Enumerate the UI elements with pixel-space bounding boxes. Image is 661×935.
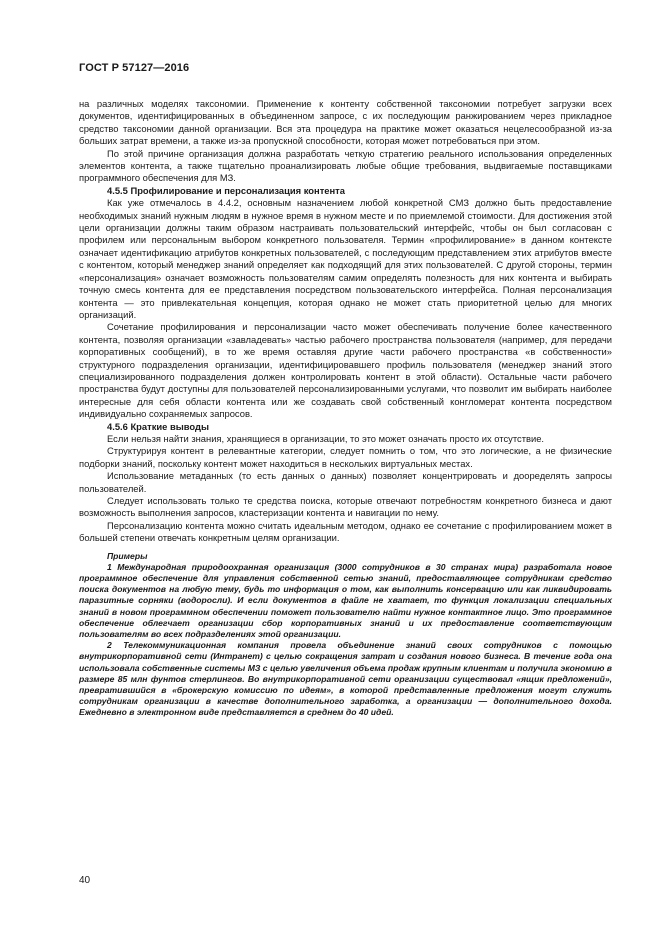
- example-item: 1 Международная природоохранная организация (3000 сотрудников в 30 странах мира) разработала новое программное обеспечение для управления собственной сетью знаний, предоставляющее сотрудникам средство поиска документов на любую тему, будь то информация о том, как выполнить консервацию или как ликвидировать паразитные сорняки (водоросли). И если документов в файле не хватает, то функция локализации специальных знаний в новом программном обеспечении поможет пользователю найти нужное контактное лицо. Это программное обеспечение облегчает организации сбор корпоративных знаний и их предоставление соответствующим пользователям во всех подразделениях этой организации.: [79, 561, 612, 640]
- paragraph: Как уже отмечалось в 4.4.2, основным назначением любой конкретной СМЗ должно быть предоставление необходимых знаний нужным людям в нужное время в нужном месте и по приемлемой стоимости. Для достижения этой цели организации должны таким образом настраивать пользовательский интерфейс, чтобы он был согласован с профилем или персональным выбором конкретного пользователя. Термин «профилирование» в данном контексте означает идентификацию атрибутов конкретных пользователей, с последующим представлением этих атрибутов вместе с контентом, который менеджер знаний определяет как подходящий для этих пользователей. С другой стороны, термин «персонализация» означает возможность пользователям самим определять полезность для них контента и выбирать точную смесь контента для ее представления посредством пользовательского интерфейса. Полная персонализация контента — это привлекательная концепция, которая однако не может стать приоритетной целью для многих организаций.: [79, 197, 612, 320]
- example-item: 2 Телекоммуникационная компания провела объединение знаний своих сотрудников с помощью внутрикорпоративной сети (Интранет) с целью сокращения затрат и создания нового бизнеса. В течение года она использовала собственные системы МЗ с целью увеличения объема продаж крупным клиентам и получила экономию в размере 85 млн фунтов стерлингов. Во внутрикорпоративной сети организации существовал «ящик предложений», превратившийся в «брокерскую комиссию по идеям», в которой представленные предложения могут служить сотрудникам организации в качестве дополнительного заработка, а организации — дополнительного дохода. Ежедневно в электронном виде представляется в среднем до 40 идей.: [79, 640, 612, 718]
- document-body: [79, 98, 612, 719]
- examples-title: Примеры: [107, 550, 148, 561]
- paragraph: По этой причине организация должна разработать четкую стратегию реального использования определенных элементов контента, а также тщательно проанализировать любые общие требования, выдвигаемые поставщиками программного обеспечения для МЗ.: [79, 147, 612, 184]
- examples-block: [79, 551, 612, 719]
- paragraph: Следует использовать только те средства поиска, которые отвечают потребностям конкретного бизнеса и дают возможность выполнения запросов, кластеризации контента и навигации по нему.: [79, 495, 612, 519]
- paragraph: Персонализацию контента можно считать идеальным методом, однако ее сочетание с профилированием может в большей степени отвечать конкретным целям организации.: [79, 519, 612, 544]
- section-heading-4-5-5: 4.5.5 Профилирование и персонализация контента: [107, 184, 345, 196]
- standard-header: ГОСТ Р 57127—2016: [79, 62, 190, 74]
- paragraph: Если нельзя найти знания, хранящиеся в организации, то это может означать просто их отсутствие.: [107, 432, 545, 444]
- page-number: 40: [79, 875, 91, 886]
- paragraph: Использование метаданных (то есть данных о данных) позволяет концентрировать и дооределять запросы пользователей.: [79, 470, 612, 494]
- section-heading-4-5-6: 4.5.6 Краткие выводы: [107, 420, 209, 432]
- paragraph: на различных моделях таксономии. Применение к контенту собственной таксономии потребует загрузки всех документов, идентифицированных в объединенном запросе, с их последующим ранжированием через прикладное средство таксономии данной организации. Вся эта процедура на практике может оказаться нецелесообразной из-за больших затрат времени, а также из-за пропускной способности, которая может потребоваться при этом.: [79, 98, 612, 147]
- paragraph: Сочетание профилирования и персонализации часто может обеспечивать получение более качественного контента, позволяя организации «завладевать» частью рабочего пространства пользователя (например, для передачи корпоративных сообщений), в то же время оставляя другие части рабочего пространства «в собственности» структурного подразделения организации, идентифицировавшего профиль пользователя (менеджер знаний этого специализированного подразделения должен контролировать контент в этой области). Остальные части рабочего пространства будут доступны для пользователей персонализированными услугами, что позволит им выбирать наиболее интересные для себя области контента или же создавать свой собственный конгломерат контента посредством индивидуально сохраняемых запросов.: [79, 321, 612, 420]
- paragraph: Структурируя контент в релевантные категории, следует помнить о том, что это логические, а не физические подборки знаний, поскольку контент может находиться в нескольких виртуальных местах.: [79, 445, 612, 469]
